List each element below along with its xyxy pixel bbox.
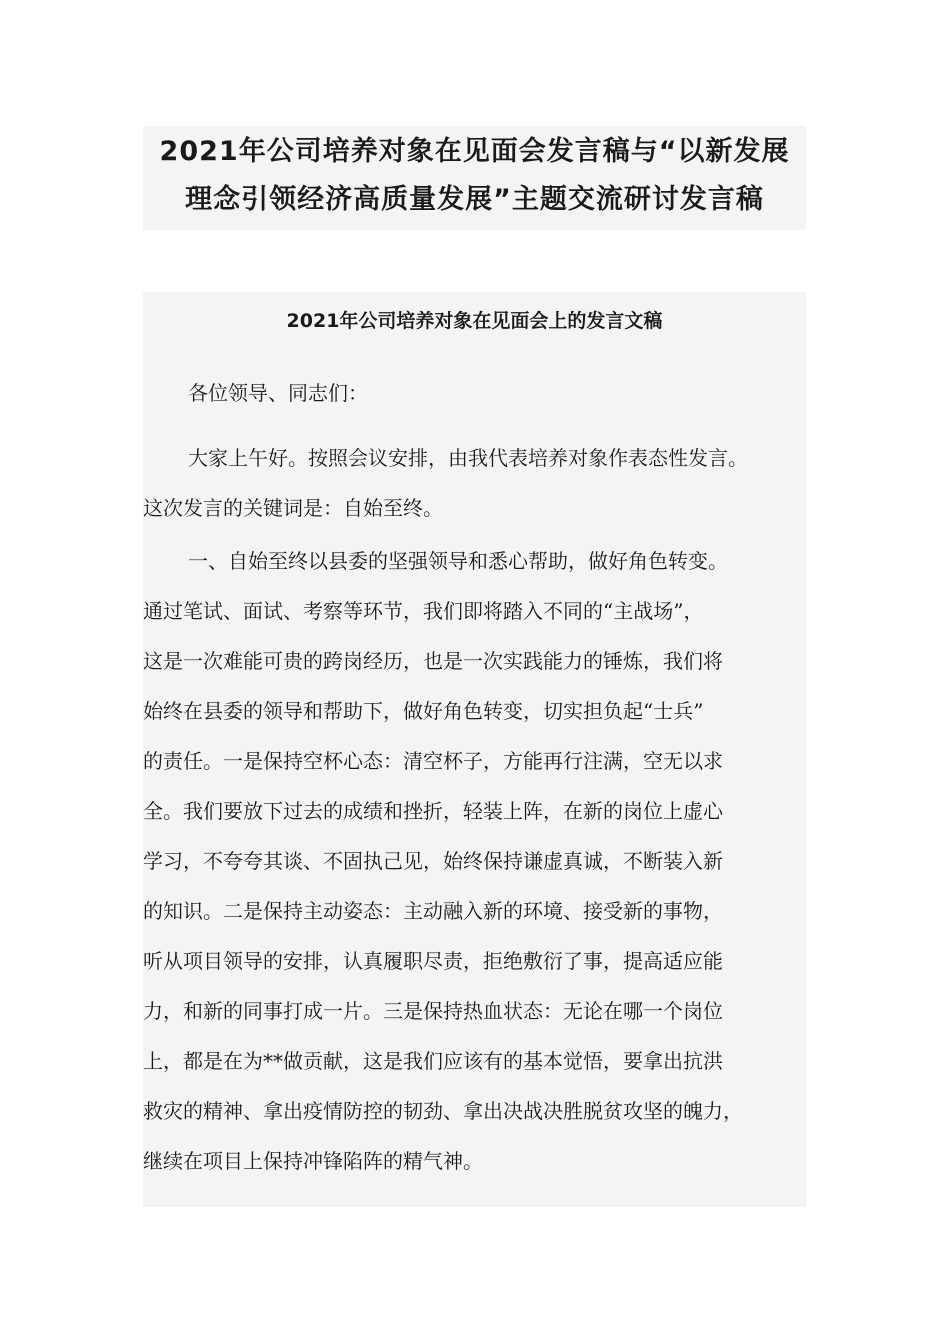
body-line: 全。我们要放下过去的成绩和挫折，轻装上阵，在新的岗位上虚心: [143, 799, 723, 823]
document-title-line-2: 理念引领经济高质量发展”主题交流研讨发言稿: [185, 184, 764, 215]
body-line: 通过笔试、面试、考察等环节，我们即将踏入不同的“主战场”，: [143, 599, 704, 623]
section-title: 2021年公司培养对象在见面会上的发言文稿: [286, 310, 663, 332]
body-line: 听从项目领导的安排，认真履职尽责，拒绝敷衍了事，提高适应能: [143, 949, 723, 973]
body-line: 力，和新的同事打成一片。三是保持热血状态：无论在哪一个岗位: [143, 999, 723, 1023]
body-paragraph: [143, 536, 806, 1186]
speech-section: [143, 292, 806, 1207]
intro-paragraph: [143, 433, 806, 533]
document-title-line-1: 2021年公司培养对象在见面会发言稿与“以新发展: [159, 136, 790, 167]
greeting-line: 各位领导、同志们：: [188, 381, 368, 405]
body-line: 救灾的精神、拿出疫情防控的韧劲、拿出决战决胜脱贫攻坚的魄力，: [143, 1099, 743, 1123]
intro-line-1: 大家上午好。按照会议安排，由我代表培养对象作表态性发言。: [188, 446, 748, 470]
body-line: 的知识。二是保持主动姿态：主动融入新的环境、接受新的事物，: [143, 899, 723, 923]
body-line: 上，都是在为**做贡献，这是我们应该有的基本觉悟，要拿出抗洪: [143, 1049, 723, 1073]
body-line: 一、自始至终以县委的坚强领导和悉心帮助，做好角色转变。: [188, 549, 728, 573]
body-line: 继续在项目上保持冲锋陷阵的精气神。: [143, 1149, 483, 1173]
body-line: 这是一次难能可贵的跨岗经历，也是一次实践能力的锤炼，我们将: [143, 649, 723, 673]
body-line: 始终在县委的领导和帮助下，做好角色转变，切实担负起“士兵”: [143, 699, 704, 723]
intro-line-2: 这次发言的关键词是：自始至终。: [143, 496, 443, 520]
body-line: 的责任。一是保持空杯心态：清空杯子，方能再行注满，空无以求: [143, 749, 723, 773]
greeting-paragraph: [143, 368, 806, 418]
body-line: 学习，不夸夸其谈、不固执己见，始终保持谦虚真诚，不断装入新: [143, 849, 723, 873]
document-title: [143, 126, 806, 230]
